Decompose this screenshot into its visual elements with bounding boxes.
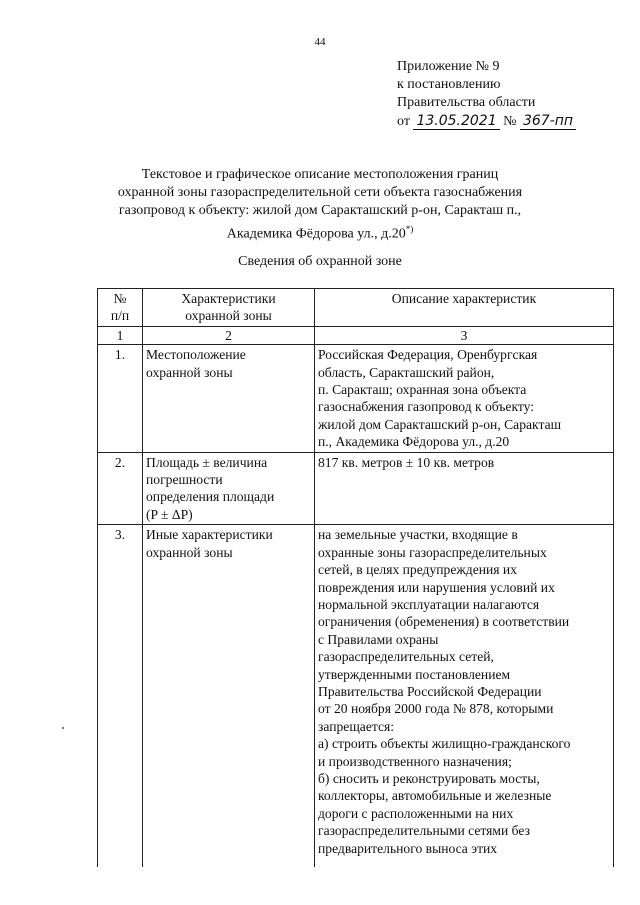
number-prefix: №	[503, 114, 517, 129]
header-description: Описание характеристик	[315, 289, 614, 327]
row-number: 3.	[98, 525, 143, 868]
table-row	[98, 345, 614, 452]
table-header-row	[98, 289, 614, 327]
header-number: № п/п	[98, 289, 143, 327]
row-description: 817 кв. метров ± 10 кв. метров	[315, 452, 614, 525]
column-index-2: 2	[143, 326, 315, 344]
appendix-title: Приложение № 9	[397, 59, 500, 74]
header-characteristic: Характеристики охранной зоны	[143, 289, 315, 327]
row-characteristic: Площадь ± величина погрешности определения площади (P ± ΔP)	[143, 452, 315, 525]
page-number: 44	[314, 36, 326, 48]
row-description: на земельные участки, входящие в охранные зоны газораспределительных сетей, в целях предупреждения их повреждения или нарушения условий их нормальной эксплуатации налагаются ограничения (обременения) в соответствии с Правилами охраны газораспределительных сетей, утвержденными постановлением Правительства Российской Федерации от 20 ноября 2000 года № 878, которыми запрещается: а) строить объекты жилищно-гражданского и производственного назначения; б) сносить и реконструировать мосты, коллекторы, автомобильные и железные дороги с расположенными на них газораспределительными сетями без предварительного выноса этих	[315, 525, 614, 868]
appendix-government: Правительства области	[397, 95, 536, 110]
column-index-3: 3	[315, 326, 614, 344]
title-line-1: Текстовое и графическое описание местоположения границ	[141, 167, 499, 182]
scan-speck	[62, 727, 64, 729]
appendix-to-resolution: к постановлению	[397, 77, 501, 92]
date-prefix: от	[397, 114, 410, 129]
handwritten-date: 13.05.2021	[413, 113, 499, 130]
footnote-mark: *)	[405, 224, 414, 234]
appendix-block	[397, 58, 576, 131]
column-index-row	[98, 326, 614, 344]
row-number: 2.	[98, 452, 143, 525]
appendix-date-number-line	[397, 112, 576, 131]
protection-zone-table	[97, 288, 614, 867]
handwritten-number: 367-пп	[520, 113, 576, 130]
title-line-2: охранной зоны газораспределительной сети объекта газоснабжения	[117, 185, 523, 200]
row-characteristic: Иные характеристики охранной зоны	[143, 525, 315, 868]
row-characteristic: Местоположение охранной зоны	[143, 345, 315, 452]
section-title: Сведения об охранной зоне	[238, 254, 402, 269]
row-description: Российская Федерация, Оренбургская область, Саракташский район, п. Саракташ; охранная зона объекта газоснабжения газопровод к объекту: жилой дом Саракташский р-он, Саракташ п., Академика Фёдорова ул., д.20	[315, 345, 614, 452]
title-line-3: газопровод к объекту: жилой дом Саракташский р-он, Саракташ п.,	[118, 203, 522, 218]
row-number: 1.	[98, 345, 143, 452]
column-index-1: 1	[98, 326, 143, 344]
table-row	[98, 452, 614, 525]
document-title	[90, 166, 550, 244]
title-address: Академика Фёдорова ул., д.20	[226, 226, 406, 242]
title-line-4	[90, 220, 550, 244]
table-row	[98, 525, 614, 868]
